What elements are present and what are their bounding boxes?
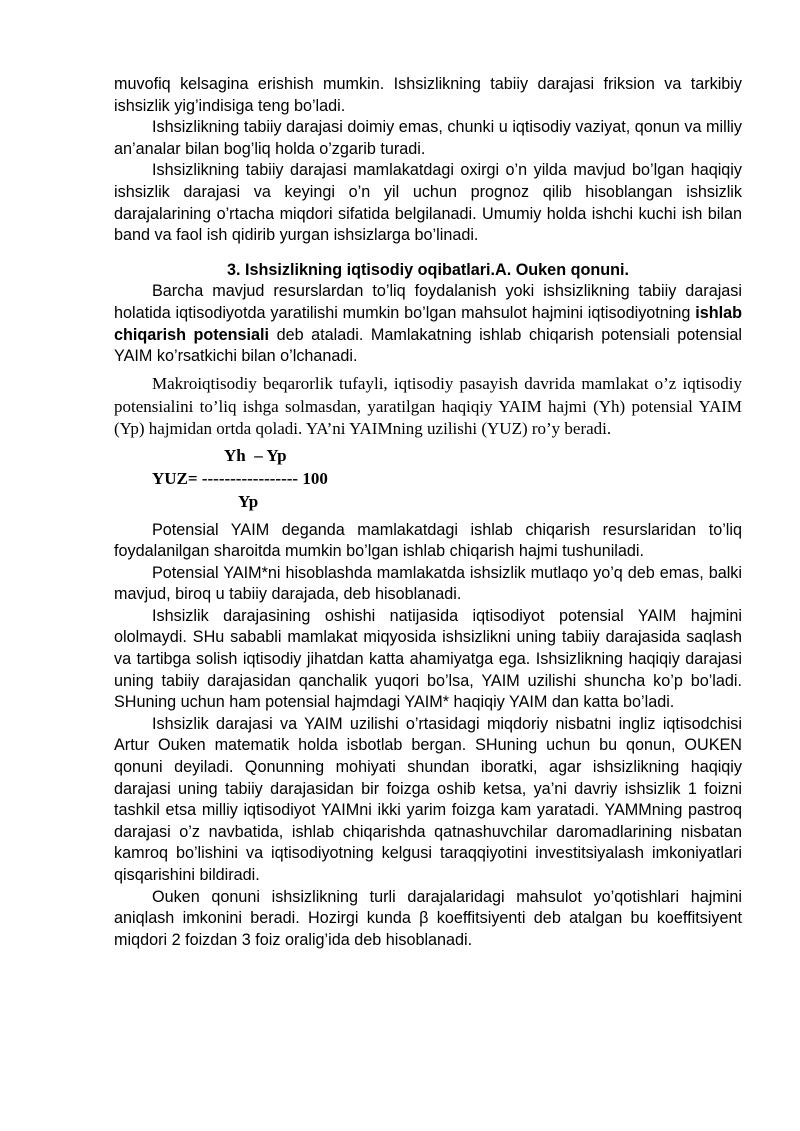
paragraph-production-potential-text-a: Barcha mavjud resurslardan to’liq foydalanish yoki ishsizlikning tabiiy darajasi holatida iqtisodiyotda yaratilishi mumkin bo’lgan mahsulot hajmini iqtisodiyotning (114, 282, 742, 322)
formula-numerator: Yh – Yp (224, 446, 287, 466)
paragraph-production-potential (114, 281, 742, 367)
paragraph-natural-rate-definition: Ishsizlikning tabiiy darajasi mamlakatdagi oxirgi o’n yilda mavjud bo’lgan haqiqiy ishsizlik darajasi va keyingi o’n yil uchun prognoz qilib hisoblangan ishsizlik darajalarining o’rtacha miqdori sifatida belgilanadi. Umumiy holda ishchi kuchi ish bilan band va faol ish qidirib yurgan ishsizlarga bo’linadi. (114, 161, 742, 245)
term-production-potential: ishlab chiqarish potensiali (114, 303, 742, 344)
formula-denominator: Yp (238, 491, 259, 511)
paragraph-production-potential-text-b: deb ataladi. Mamlakatning ishlab chiqarish potensiali potensial YAIM ko’rsatkichi bilan o’lchanadi. (114, 325, 742, 366)
paragraph-natural-rate-not-constant: Ishsizlikning tabiiy darajasi doimiy emas, chunki u iqtisodiy vaziyat, qonun va milliy an’analar bilan bog’liq holda o’zgarib turadi. (114, 118, 742, 158)
paragraph-natural-rate-sum: muvofiq kelsagina erishish mumkin. Ishsizlikning tabiiy darajasi friksion va tarkibiy ishsizlik yig’indisiga teng bo’ladi. (114, 75, 742, 115)
paragraph-gdp-gap: Makroiqtisodiy beqarorlik tufayli, iqtisodiy pasayish davrida mamlakat o’z iqtisodiy potensialini to’liq ishga solmasdan, yaratilgan haqiqiy YAIM hajmi (Yh) potensial YAIM (Yp) hajmidan ortda qoladi. YA’ni YAIMning uzilishi (YUZ) ro’y beradi. (114, 373, 742, 439)
paragraph-potential-gdp-calculation: Potensial YAIM*ni hisoblashda mamlakatda ishsizlik mutlaqo yo’q deb emas, balki mavjud, biroq u tabiiy darajada, deb hisoblanadi. (114, 563, 742, 604)
paragraph-okun-coefficient: Ouken qonuni ishsizlikning turli darajalaridagi mahsulot yo’qotishlari hajmini aniqlash imkonini beradi. Hozirgi kunda β koeffitsiyenti deb atalgan bu koeffitsiyent miqdori 2 foizdan 3 foiz oralig’ida deb hisoblanadi. (114, 887, 742, 949)
formula-main-line: YUZ= ----------------- 100 (152, 468, 328, 488)
paragraph-unemployment-effect: Ishsizlik darajasining oshishi natijasida iqtisodiyot potensial YAIM hajmini ololmaydi. SHu sababli mamlakat miqyosida ishsizlikni uning tabiiy darajasida saqlash va tartibga solish iqtisodiy jihatdan katta ahamiyatga ega. Ishsizlikning haqiqiy darajasi uning tabiiy darajasidan qanchalik yuqori bo’lsa, YAIM uzilishi shuncha ko’p bo’ladi. SHuning uchun ham potensial hajmdagi YAIM* haqiqiy YAIM dan katta bo’ladi. (114, 606, 742, 712)
paragraph-potential-gdp-definition: Potensial YAIM deganda mamlakatdagi ishlab chiqarish resurslaridan to’liq foydalanilgan sharoitda mumkin bo’lgan ishlab chiqarish hajmi tushuniladi. (114, 520, 742, 561)
gdp-gap-formula (114, 445, 742, 513)
section-heading: 3. Ishsizlikning iqtisodiy oqibatlari.A. Ouken qonuni. (226, 260, 630, 279)
paragraph-okun-law: Ishsizlik darajasi va YAIM uzilishi o’rtasidagi miqdoriy nisbatni ingliz iqtisodchisi Artur Ouken matematik holda isbotlab bergan. SHuning uchun bu qonun, OUKEN qonuni deyiladi. Qonunning mohiyati shundan iboratki, agar ishsizlikning haqiqiy darajasi uning tabiiy darajasidan bir foizga oshib ketsa, ya’ni davriy ishsizlik 1 foizni tashkil etsa milliy iqtisodiyot YAIMni ikki yarim foizga kam yaratadi. YAMMning pastroq darajasi o’z navbatida, ishlab chiqarishda qatnashuvchilar daromadlarining nisbatan kamroq bo’lishini va iqtisodiyotning kelgusi taraqqiyotini investitsiyalash imkoniyatlari qisqarishini bildiradi. (114, 714, 742, 884)
document-page (114, 74, 742, 951)
